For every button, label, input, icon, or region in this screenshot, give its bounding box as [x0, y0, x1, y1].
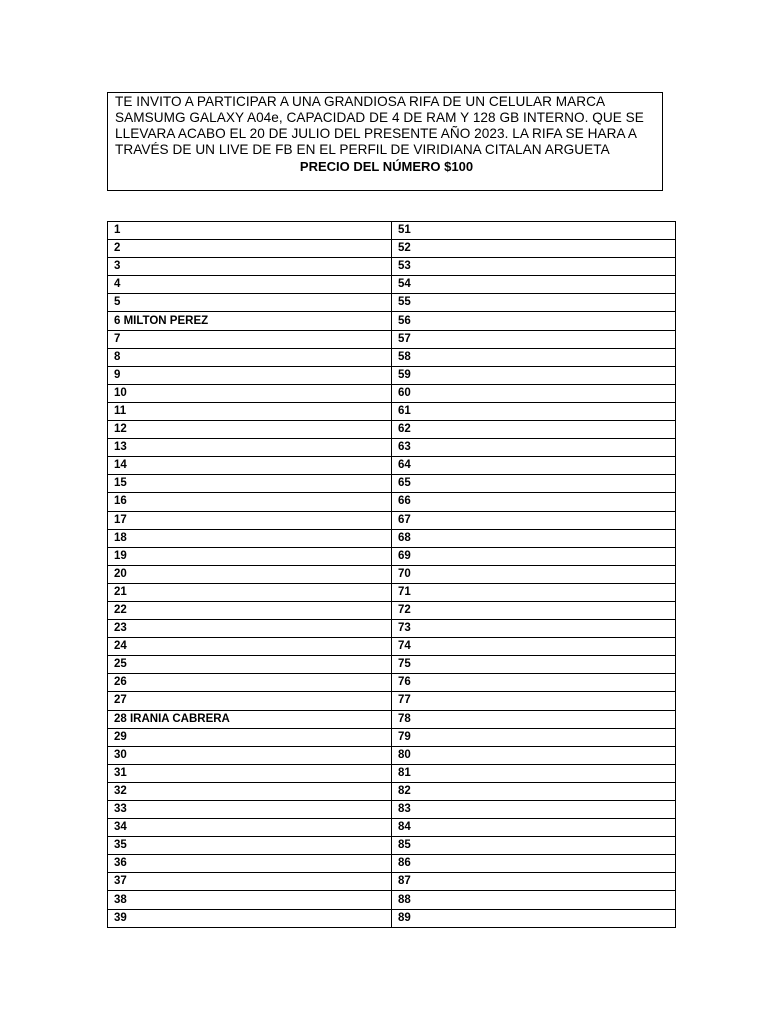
raffle-number-cell: 86 [392, 855, 676, 873]
raffle-number-cell: 7 [108, 330, 392, 348]
raffle-number-cell: 9 [108, 366, 392, 384]
ticket-price: PRECIO DEL NÚMERO $100 [299, 159, 474, 174]
raffle-number-cell: 30 [108, 746, 392, 764]
raffle-number-cell: 65 [392, 475, 676, 493]
raffle-number-cell: 60 [392, 384, 676, 402]
table-row [108, 294, 676, 312]
table-row [108, 547, 676, 565]
table-row [108, 728, 676, 746]
raffle-number-cell: 71 [392, 583, 676, 601]
raffle-number-cell: 18 [108, 529, 392, 547]
raffle-number-cell: 78 [392, 710, 676, 728]
table-row [108, 312, 676, 330]
raffle-number-cell: 5 [108, 294, 392, 312]
raffle-number-cell: 69 [392, 547, 676, 565]
raffle-number-cell: 28 IRANIA CABRERA [108, 710, 392, 728]
raffle-number-cell: 56 [392, 312, 676, 330]
table-row [108, 457, 676, 475]
table-row [108, 276, 676, 294]
table-row [108, 873, 676, 891]
raffle-number-table [107, 221, 676, 928]
raffle-number-cell: 84 [392, 819, 676, 837]
table-row [108, 656, 676, 674]
raffle-number-cell: 8 [108, 348, 392, 366]
raffle-number-cell: 61 [392, 402, 676, 420]
raffle-number-cell: 36 [108, 855, 392, 873]
table-row [108, 855, 676, 873]
table-row [108, 529, 676, 547]
raffle-number-cell: 19 [108, 547, 392, 565]
raffle-number-cell: 83 [392, 801, 676, 819]
raffle-number-cell: 51 [392, 222, 676, 240]
raffle-number-cell: 26 [108, 674, 392, 692]
raffle-number-cell: 55 [392, 294, 676, 312]
raffle-number-cell: 4 [108, 276, 392, 294]
raffle-number-cell: 15 [108, 475, 392, 493]
raffle-number-cell: 17 [108, 511, 392, 529]
raffle-number-cell: 10 [108, 384, 392, 402]
raffle-number-cell: 57 [392, 330, 676, 348]
raffle-number-cell: 76 [392, 674, 676, 692]
raffle-number-cell: 79 [392, 728, 676, 746]
table-row [108, 258, 676, 276]
raffle-number-cell: 38 [108, 891, 392, 909]
raffle-number-cell: 32 [108, 782, 392, 800]
raffle-number-cell: 1 [108, 222, 392, 240]
raffle-number-cell: 11 [108, 402, 392, 420]
raffle-number-cell: 68 [392, 529, 676, 547]
raffle-number-cell: 70 [392, 565, 676, 583]
raffle-number-cell: 27 [108, 692, 392, 710]
raffle-number-cell: 13 [108, 439, 392, 457]
table-row [108, 746, 676, 764]
raffle-number-cell: 20 [108, 565, 392, 583]
raffle-number-cell: 67 [392, 511, 676, 529]
raffle-number-cell: 63 [392, 439, 676, 457]
raffle-description: TE INVITO A PARTICIPAR A UNA GRANDIOSA RIFA DE UN CELULAR MARCA SAMSUMG GALAXY A04e, CAPACIDAD DE 4 DE RAM Y 128 GB INTERNO. QUE SE LLEVARA ACABO EL 20 DE JULIO DEL PRESENTE AÑO 2023. LA RIFA SE HARA A TRAVÉS DE UN LIVE DE FB EN EL PERFIL DE VIRIDIANA CITALAN ARGUETA [115, 94, 644, 157]
table-row [108, 638, 676, 656]
table-row [108, 764, 676, 782]
raffle-intro-box [107, 92, 663, 191]
table-row [108, 511, 676, 529]
raffle-number-cell: 6 MILTON PEREZ [108, 312, 392, 330]
raffle-number-cell: 16 [108, 493, 392, 511]
table-row [108, 601, 676, 619]
raffle-number-cell: 12 [108, 421, 392, 439]
raffle-number-cell: 62 [392, 421, 676, 439]
raffle-number-cell: 58 [392, 348, 676, 366]
raffle-number-cell: 53 [392, 258, 676, 276]
table-row [108, 439, 676, 457]
raffle-number-cell: 89 [392, 909, 676, 927]
raffle-number-cell: 82 [392, 782, 676, 800]
raffle-table-body [108, 222, 676, 928]
raffle-number-cell: 59 [392, 366, 676, 384]
raffle-number-cell: 25 [108, 656, 392, 674]
raffle-number-cell: 72 [392, 601, 676, 619]
raffle-number-cell: 33 [108, 801, 392, 819]
raffle-number-cell: 85 [392, 837, 676, 855]
table-row [108, 710, 676, 728]
table-row [108, 421, 676, 439]
raffle-number-cell: 80 [392, 746, 676, 764]
table-row [108, 819, 676, 837]
raffle-number-cell: 23 [108, 620, 392, 638]
raffle-number-cell: 88 [392, 891, 676, 909]
raffle-number-cell: 29 [108, 728, 392, 746]
raffle-number-cell: 81 [392, 764, 676, 782]
raffle-number-cell: 31 [108, 764, 392, 782]
raffle-number-cell: 75 [392, 656, 676, 674]
raffle-number-cell: 2 [108, 240, 392, 258]
table-row [108, 909, 676, 927]
table-row [108, 801, 676, 819]
table-row [108, 402, 676, 420]
raffle-number-cell: 54 [392, 276, 676, 294]
table-row [108, 620, 676, 638]
table-row [108, 837, 676, 855]
raffle-number-cell: 73 [392, 620, 676, 638]
table-row [108, 493, 676, 511]
raffle-number-cell: 24 [108, 638, 392, 656]
table-row [108, 240, 676, 258]
table-row [108, 692, 676, 710]
table-row [108, 366, 676, 384]
raffle-number-cell: 66 [392, 493, 676, 511]
table-row [108, 583, 676, 601]
table-row [108, 674, 676, 692]
raffle-number-cell: 3 [108, 258, 392, 276]
table-row [108, 384, 676, 402]
raffle-number-cell: 22 [108, 601, 392, 619]
raffle-number-cell: 77 [392, 692, 676, 710]
table-row [108, 565, 676, 583]
raffle-number-cell: 39 [108, 909, 392, 927]
raffle-number-cell: 35 [108, 837, 392, 855]
table-row [108, 222, 676, 240]
raffle-number-cell: 87 [392, 873, 676, 891]
raffle-number-cell: 74 [392, 638, 676, 656]
raffle-number-cell: 21 [108, 583, 392, 601]
raffle-number-cell: 52 [392, 240, 676, 258]
table-row [108, 891, 676, 909]
raffle-number-cell: 37 [108, 873, 392, 891]
raffle-number-cell: 64 [392, 457, 676, 475]
table-row [108, 475, 676, 493]
raffle-number-cell: 34 [108, 819, 392, 837]
raffle-number-cell: 14 [108, 457, 392, 475]
table-row [108, 348, 676, 366]
table-row [108, 330, 676, 348]
table-row [108, 782, 676, 800]
